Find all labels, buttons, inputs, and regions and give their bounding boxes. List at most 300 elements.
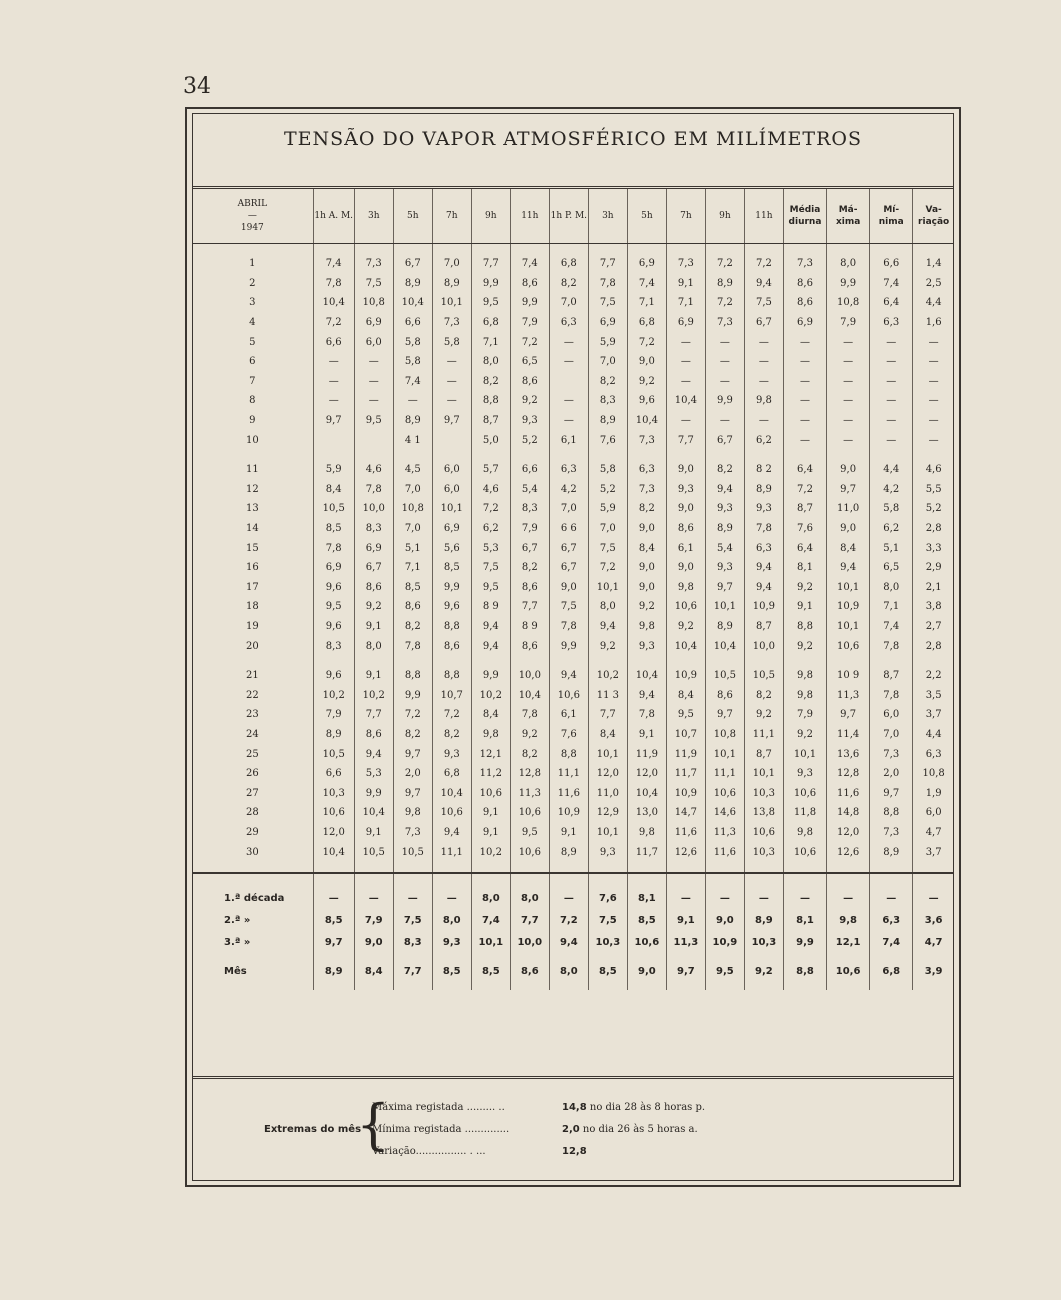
table-cell: 10,0 <box>744 636 783 656</box>
table-cell: 10,4 <box>313 842 354 862</box>
row-label: 6 <box>249 356 256 368</box>
table-cell: 10,4 <box>705 636 744 656</box>
table-row <box>192 578 954 598</box>
table-cell: 9,7 <box>313 411 354 431</box>
table-cell: — <box>705 372 744 392</box>
spacer-cell <box>827 450 870 460</box>
row-label: 27 <box>245 787 259 799</box>
table-cell: 9,3 <box>666 480 705 500</box>
spacer-cell <box>393 244 432 255</box>
spacer-cell <box>827 656 870 666</box>
table-cell: 9,5 <box>354 411 393 431</box>
table-cell: — <box>549 352 588 372</box>
table-cell: 10,4 <box>627 783 666 803</box>
row-label: 19 <box>245 620 259 632</box>
row-label: 7 <box>249 375 256 387</box>
spacer-cell <box>627 873 666 888</box>
row-label: 8 <box>249 395 256 407</box>
table-cell: 9,3 <box>783 764 826 784</box>
table-cell: 10,1 <box>432 293 471 313</box>
table-cell: 5,8 <box>393 332 432 352</box>
table-cell: 4,4 <box>913 293 954 313</box>
table-cell: 9,0 <box>627 352 666 372</box>
table-cell: 7,5 <box>549 597 588 617</box>
table-row <box>192 823 954 843</box>
table-cell: 6,5 <box>510 352 549 372</box>
row-label: 4 <box>249 317 256 329</box>
table-cell: — <box>549 391 588 411</box>
table-cell: 8,2 <box>705 460 744 480</box>
table-cell: 8,0 <box>827 254 870 274</box>
table-cell: 8 9 <box>510 617 549 637</box>
table-cell: 8,8 <box>432 617 471 637</box>
table-cell: 7,0 <box>549 499 588 519</box>
table-cell: 7,5 <box>588 910 627 932</box>
table-cell: 10,0 <box>510 666 549 686</box>
table-cell: — <box>354 372 393 392</box>
table-cell: — <box>827 411 870 431</box>
row-label: 17 <box>245 581 259 593</box>
table-cell: 10,1 <box>471 932 510 954</box>
var-value: 12,8 <box>562 1146 587 1157</box>
spacer-cell <box>588 244 627 255</box>
table-cell: 7,5 <box>471 558 510 578</box>
table-cell: 7,4 <box>870 617 913 637</box>
table-cell <box>432 430 471 450</box>
table-cell: 7,6 <box>588 430 627 450</box>
table-cell: 11,9 <box>627 744 666 764</box>
row-label: 28 <box>245 807 259 819</box>
table-cell: 7,3 <box>870 823 913 843</box>
table-cell: 8,7 <box>471 411 510 431</box>
table-cell: 8,9 <box>705 274 744 294</box>
table-cell: 5,9 <box>588 332 627 352</box>
spacer-cell <box>870 244 913 255</box>
table-row <box>192 597 954 617</box>
table-cell: 10,2 <box>471 842 510 862</box>
table-cell: 7,2 <box>705 293 744 313</box>
table-cell: — <box>913 352 954 372</box>
table-cell: 7,0 <box>393 480 432 500</box>
table-cell: 7,9 <box>510 519 549 539</box>
table-cell: 5,9 <box>588 499 627 519</box>
table-cell: 9,9 <box>510 293 549 313</box>
month-dash: — <box>247 211 257 221</box>
table-cell: 12,9 <box>588 803 627 823</box>
table-row <box>192 764 954 784</box>
table-cell: 6,3 <box>913 744 954 764</box>
spacer-cell <box>705 862 744 873</box>
spacer-cell <box>313 656 354 666</box>
spacer-cell <box>666 450 705 460</box>
spacer-cell <box>432 873 471 888</box>
table-cell: 9,9 <box>549 636 588 656</box>
table-cell: 10,4 <box>666 391 705 411</box>
spacer-row <box>192 244 954 255</box>
table-row <box>192 636 954 656</box>
table-cell: 9,4 <box>432 823 471 843</box>
table-cell: 11,1 <box>744 725 783 745</box>
table-cell: 8,9 <box>588 411 627 431</box>
table-cell: 9,9 <box>827 274 870 294</box>
table-cell: — <box>783 391 826 411</box>
table-row <box>192 313 954 333</box>
table-cell: 6,7 <box>744 313 783 333</box>
table-cell: 6,9 <box>783 313 826 333</box>
col-header: Média diurna <box>783 189 826 244</box>
table-cell: — <box>783 352 826 372</box>
table-cell: 9,0 <box>627 519 666 539</box>
row-label: Mês <box>224 966 247 978</box>
spacer-cell <box>432 244 471 255</box>
table-cell: 1,4 <box>913 254 954 274</box>
table-cell: 10,9 <box>827 597 870 617</box>
row-label: 21 <box>245 670 259 682</box>
spacer-cell <box>827 862 870 873</box>
table-cell: 2,8 <box>913 636 954 656</box>
spacer-cell <box>588 450 627 460</box>
table-cell: 10,2 <box>313 685 354 705</box>
min-note: no dia 26 às 5 horas a. <box>582 1124 698 1135</box>
table-cell: 9,2 <box>666 617 705 637</box>
table-row <box>192 842 954 862</box>
table-cell: — <box>354 888 393 910</box>
table-cell: 12,0 <box>313 823 354 843</box>
table-cell: 7,2 <box>393 705 432 725</box>
table-cell: 7,2 <box>783 480 826 500</box>
table-cell: 7,0 <box>588 352 627 372</box>
table-cell: 10,5 <box>313 499 354 519</box>
table-cell: — <box>313 372 354 392</box>
table-cell: 4,7 <box>913 932 954 954</box>
extremes-title: Extremas do mês <box>264 1124 362 1135</box>
table-cell: 8,6 <box>783 274 826 294</box>
table-cell: 4 1 <box>393 430 432 450</box>
table-cell: 6,6 <box>313 332 354 352</box>
table-cell: 6,3 <box>627 460 666 480</box>
table-cell: 10,8 <box>705 725 744 745</box>
row-label: 3 <box>249 297 256 309</box>
table-cell: 7,3 <box>705 313 744 333</box>
table-cell: 8,4 <box>354 954 393 990</box>
max-note: no dia 28 às 8 horas p. <box>589 1102 706 1113</box>
table-cell: 6,9 <box>354 538 393 558</box>
table-cell: 7,8 <box>870 636 913 656</box>
table-cell: 10 9 <box>827 666 870 686</box>
table-cell: 10,0 <box>510 932 549 954</box>
bottom-divider <box>192 1076 954 1079</box>
table-cell: — <box>870 411 913 431</box>
table-cell: 9,7 <box>705 705 744 725</box>
table-cell: 11,0 <box>588 783 627 803</box>
table-cell: 10,7 <box>432 685 471 705</box>
table-cell: — <box>913 372 954 392</box>
table-cell: 7,2 <box>744 254 783 274</box>
table-cell: 6,9 <box>354 313 393 333</box>
col-header: Va- riação <box>913 189 954 244</box>
table-cell: 11,6 <box>549 783 588 803</box>
table-cell: 7,6 <box>783 519 826 539</box>
table-cell: 2,1 <box>913 578 954 598</box>
table-cell: 8,0 <box>588 597 627 617</box>
table-cell: — <box>432 352 471 372</box>
row-label: 24 <box>245 728 259 740</box>
table-cell: 8,9 <box>393 274 432 294</box>
table-cell: 7,8 <box>393 636 432 656</box>
page-number: 34 <box>183 74 211 99</box>
table-cell: 6,7 <box>705 430 744 450</box>
table-cell: 8,6 <box>510 578 549 598</box>
table-cell: 7,8 <box>354 480 393 500</box>
table-cell: 6,1 <box>666 538 705 558</box>
table-cell: 8,6 <box>705 685 744 705</box>
table-cell: 3,5 <box>913 685 954 705</box>
table-cell: 9,0 <box>666 499 705 519</box>
table-cell: 7,8 <box>588 274 627 294</box>
table-cell: — <box>549 888 588 910</box>
table-cell: 2,8 <box>913 519 954 539</box>
table-cell: 5,8 <box>432 332 471 352</box>
table-cell: 9,2 <box>783 725 826 745</box>
spacer-cell <box>549 450 588 460</box>
vapor-tension-table <box>192 189 954 990</box>
table-cell: 8,8 <box>549 744 588 764</box>
table-cell: 11,3 <box>510 783 549 803</box>
table-cell: — <box>705 352 744 372</box>
table-cell: 9,8 <box>783 685 826 705</box>
spacer-cell <box>705 450 744 460</box>
table-cell: 9,5 <box>313 597 354 617</box>
table-cell: 6,3 <box>744 538 783 558</box>
spacer-cell <box>471 244 510 255</box>
table-cell: 8,4 <box>827 538 870 558</box>
table-cell: 4,4 <box>913 725 954 745</box>
table-cell: 7,6 <box>588 888 627 910</box>
var-value-line <box>562 1146 587 1157</box>
col-header: 11h <box>744 189 783 244</box>
row-label: 16 <box>245 562 259 574</box>
table-cell: 9,6 <box>313 617 354 637</box>
table-cell: 7,6 <box>549 725 588 745</box>
row-label: 18 <box>245 601 259 613</box>
col-header: 3h <box>354 189 393 244</box>
table-cell: — <box>432 888 471 910</box>
spacer-cell <box>393 873 432 888</box>
table-cell: 10,4 <box>510 685 549 705</box>
table-cell: 8,2 <box>744 685 783 705</box>
table-cell: 9,9 <box>471 666 510 686</box>
table-cell: 9,0 <box>627 954 666 990</box>
table-cell: — <box>783 411 826 431</box>
spacer-cell <box>913 244 954 255</box>
row-label: 30 <box>245 846 259 858</box>
table-cell: 9,4 <box>705 480 744 500</box>
table-cell: 9,8 <box>783 666 826 686</box>
table-cell: 9,2 <box>627 372 666 392</box>
table-cell: 7,9 <box>354 910 393 932</box>
table-cell: 9,0 <box>627 578 666 598</box>
table-cell: 7,0 <box>588 519 627 539</box>
table-cell: 7,8 <box>870 685 913 705</box>
table-cell: 13,8 <box>744 803 783 823</box>
table-cell: 5,3 <box>471 538 510 558</box>
spacer-cell <box>588 873 627 888</box>
table-cell: 2,5 <box>913 274 954 294</box>
table-cell: 6,3 <box>549 313 588 333</box>
table-cell: 8,3 <box>510 499 549 519</box>
spacer-cell <box>913 656 954 666</box>
spacer-cell <box>627 450 666 460</box>
spacer-cell <box>913 862 954 873</box>
table-cell: 8 9 <box>471 597 510 617</box>
row-label: 10 <box>245 434 259 446</box>
table-cell: — <box>705 411 744 431</box>
table-cell: 8,2 <box>393 725 432 745</box>
table-cell <box>549 372 588 392</box>
table-cell: 7,3 <box>393 823 432 843</box>
table-cell: 14,6 <box>705 803 744 823</box>
table-cell: — <box>827 372 870 392</box>
table-row <box>192 725 954 745</box>
spacer-cell <box>913 450 954 460</box>
summary-row <box>192 910 954 932</box>
table-cell: 7,8 <box>313 274 354 294</box>
table-cell: 9,6 <box>313 666 354 686</box>
table-cell: 7,3 <box>354 254 393 274</box>
table-cell: 8,5 <box>627 910 666 932</box>
table-cell: 8,5 <box>313 519 354 539</box>
month-label: ABRIL <box>237 199 268 209</box>
table-cell: 9,3 <box>510 411 549 431</box>
extremes-section <box>192 1093 954 1166</box>
table-cell: 10,4 <box>432 783 471 803</box>
max-value: 14,8 <box>562 1102 587 1113</box>
table-cell: 6,0 <box>432 460 471 480</box>
table-cell: 7,4 <box>510 254 549 274</box>
table-cell: 10,7 <box>666 725 705 745</box>
spacer-cell <box>510 862 549 873</box>
table-cell: 9,2 <box>354 597 393 617</box>
table-cell: 8,9 <box>870 842 913 862</box>
table-cell: 12,1 <box>471 744 510 764</box>
table-cell: 5,2 <box>510 430 549 450</box>
table-cell: 8,2 <box>393 617 432 637</box>
table-cell: 9,5 <box>471 578 510 598</box>
table-cell: 8,5 <box>313 910 354 932</box>
table-cell: 7,8 <box>313 538 354 558</box>
col-header: 9h <box>705 189 744 244</box>
table-cell: 9,9 <box>354 783 393 803</box>
table-row <box>192 666 954 686</box>
table-cell: 11,6 <box>827 783 870 803</box>
table-cell: 10,3 <box>744 932 783 954</box>
table-cell: 11,1 <box>432 842 471 862</box>
table-cell: — <box>913 411 954 431</box>
spacer-cell <box>827 244 870 255</box>
spacer-cell <box>313 450 354 460</box>
table-cell: 6,7 <box>549 558 588 578</box>
table-cell: 5,8 <box>870 499 913 519</box>
table-cell: 2,0 <box>393 764 432 784</box>
table-cell: 9,2 <box>510 725 549 745</box>
page-title: TENSÃO DO VAPOR ATMOSFÉRICO EM MILÍMETROS <box>284 128 862 150</box>
table-cell: 9,7 <box>827 705 870 725</box>
table-cell: 7,2 <box>588 558 627 578</box>
table-cell: 8,7 <box>744 744 783 764</box>
table-cell: 9,7 <box>432 411 471 431</box>
table-cell: — <box>354 352 393 372</box>
table-cell: 2,0 <box>870 764 913 784</box>
table-cell: 6,2 <box>870 519 913 539</box>
table-cell: 9,1 <box>783 597 826 617</box>
spacer-cell <box>783 656 826 666</box>
table-cell: 11,3 <box>827 685 870 705</box>
table-cell: 9,4 <box>588 617 627 637</box>
table-cell: 8,1 <box>783 558 826 578</box>
table-cell: 13,0 <box>627 803 666 823</box>
table-cell: 8,7 <box>783 499 826 519</box>
table-cell: 10,0 <box>354 499 393 519</box>
col-header: Má- xima <box>827 189 870 244</box>
spacer-cell <box>870 450 913 460</box>
table-cell: 6,4 <box>870 293 913 313</box>
table-cell: 10,2 <box>471 685 510 705</box>
table-cell: 8,2 <box>588 372 627 392</box>
table-cell: 7,2 <box>471 499 510 519</box>
row-label: 1 <box>249 258 256 270</box>
table-cell: 7,5 <box>588 538 627 558</box>
table-cell: — <box>783 430 826 450</box>
table-cell: 10,4 <box>393 293 432 313</box>
table-cell: 10,6 <box>510 842 549 862</box>
table-cell: — <box>870 888 913 910</box>
row-label: 14 <box>245 523 259 535</box>
table-cell: 8,9 <box>705 617 744 637</box>
table-cell: 8,1 <box>627 888 666 910</box>
table-cell: 8,6 <box>432 636 471 656</box>
table-cell: 9,4 <box>549 666 588 686</box>
table-cell: — <box>313 391 354 411</box>
min-value: 2,0 <box>562 1124 580 1135</box>
row-label: 23 <box>245 709 259 721</box>
table-cell: 9,6 <box>432 597 471 617</box>
table-cell: 5,8 <box>588 460 627 480</box>
table-cell: 11 3 <box>588 685 627 705</box>
table-cell: 9,4 <box>354 744 393 764</box>
max-value-line <box>562 1102 705 1113</box>
table-cell: 5,3 <box>354 764 393 784</box>
month-header <box>192 189 313 244</box>
table-cell: 9,7 <box>705 578 744 598</box>
table-cell: 7,8 <box>549 617 588 637</box>
table-cell: — <box>913 888 954 910</box>
table-cell: 6,3 <box>870 313 913 333</box>
table-cell: 9,8 <box>627 617 666 637</box>
table-cell: 8,0 <box>432 910 471 932</box>
spacer-row <box>192 450 954 460</box>
table-cell: 9,8 <box>744 391 783 411</box>
spacer-cell <box>783 244 826 255</box>
table-cell: 8,9 <box>705 519 744 539</box>
table-cell: 7,7 <box>510 910 549 932</box>
table-cell: 10,6 <box>744 823 783 843</box>
spacer-cell <box>666 873 705 888</box>
table-cell: 8,5 <box>471 954 510 990</box>
table-cell: 12,0 <box>627 764 666 784</box>
row-label: 2.ª » <box>224 915 251 927</box>
table-cell: 8,8 <box>432 666 471 686</box>
col-header: 5h <box>393 189 432 244</box>
